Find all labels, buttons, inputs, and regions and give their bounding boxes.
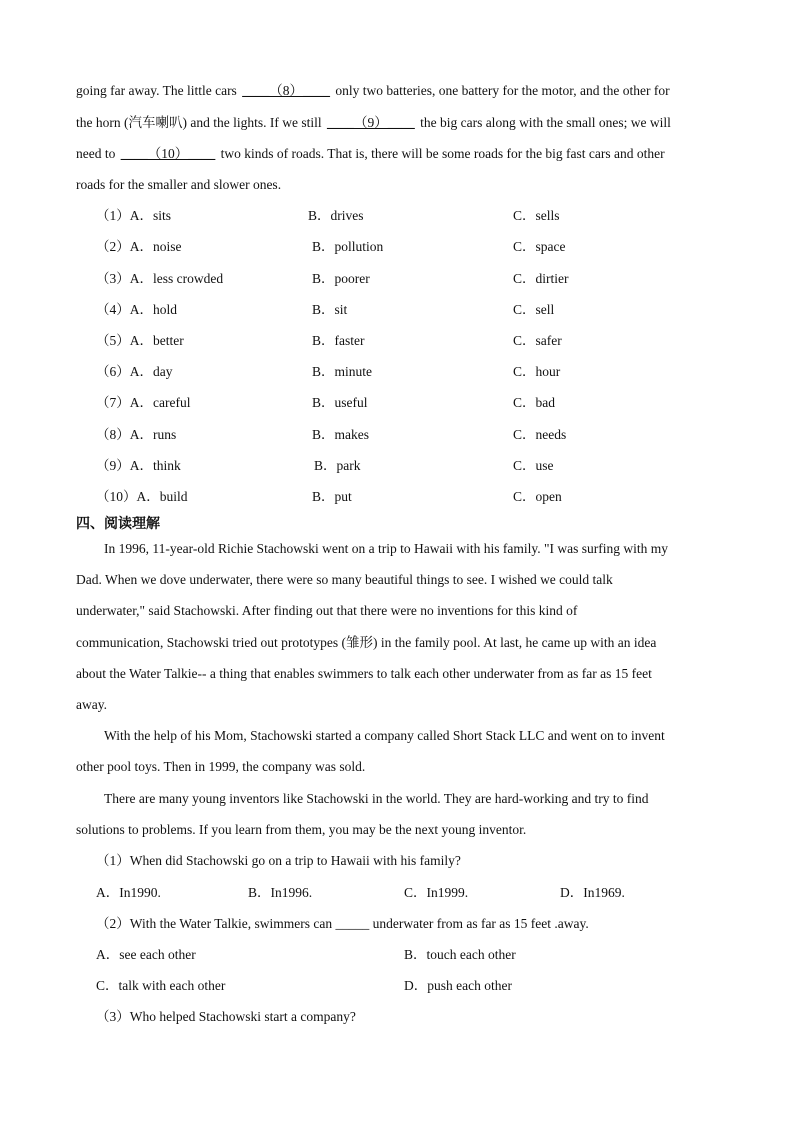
question-1-options xyxy=(0,884,794,902)
cloze-line-1 xyxy=(76,82,718,100)
cloze-text: need to xyxy=(76,146,119,161)
option-b[interactable]: B．put xyxy=(312,489,352,504)
option-a[interactable]: （5）A．better xyxy=(96,333,184,348)
cloze-text: the horn (汽车喇叭) and the lights. If we still xyxy=(76,115,325,130)
reading-line: Dad. When we dove underwater, there were so many beautiful things to see. I wished we could talk xyxy=(76,572,613,587)
question-3-stem: （3）Who helped Stachowski start a company? xyxy=(96,1009,356,1024)
q2-option-c[interactable]: C．talk with each other xyxy=(96,978,226,993)
option-row-10 xyxy=(0,488,794,506)
q2-option-d[interactable]: D．push each other xyxy=(404,978,512,993)
cloze-line-4 xyxy=(76,176,718,194)
option-b[interactable]: B．pollution xyxy=(312,239,384,254)
question-2-options-row-2 xyxy=(0,977,794,995)
option-row-5 xyxy=(0,332,794,350)
option-a[interactable]: （6）A．day xyxy=(96,364,173,379)
cloze-text: the big cars along with the small ones; we will xyxy=(416,115,671,130)
question-2-options-row-1 xyxy=(0,946,794,964)
option-c[interactable]: C．hour xyxy=(513,364,561,379)
option-b[interactable]: B．minute xyxy=(312,364,372,379)
option-row-3 xyxy=(0,270,794,288)
reading-line: other pool toys. Then in 1999, the company was sold. xyxy=(76,759,366,774)
reading-line: away. xyxy=(76,697,107,712)
option-b[interactable]: B．makes xyxy=(312,427,369,442)
q1-option-a[interactable]: A．In1990. xyxy=(96,885,161,900)
answer-blank-8[interactable]: ____（8）____ xyxy=(242,83,330,98)
option-row-9 xyxy=(0,457,794,475)
reading-line: There are many young inventors like Stachowski in the world. They are hard-working and try to find xyxy=(104,791,649,806)
question-1-stem: （1）When did Stachowski go on a trip to Hawaii with his family? xyxy=(96,853,461,868)
cloze-line-2 xyxy=(76,114,718,132)
option-a[interactable]: （2）A．noise xyxy=(96,239,182,254)
reading-line: solutions to problems. If you learn from them, you may be the next young inventor. xyxy=(76,822,527,837)
option-c[interactable]: C．use xyxy=(513,458,554,473)
cloze-line-3 xyxy=(76,145,718,163)
option-row-4 xyxy=(0,301,794,319)
cloze-text: going far away. The little cars xyxy=(76,83,241,98)
reading-line: communication, Stachowski tried out prototypes (雏形) in the family pool. At last, he came up with an idea xyxy=(76,635,657,650)
option-row-7 xyxy=(0,394,794,412)
option-a[interactable]: （8）A．runs xyxy=(96,427,177,442)
option-c[interactable]: C．space xyxy=(513,239,566,254)
section-heading: 四、阅读理解 xyxy=(76,516,160,532)
option-c[interactable]: C．sells xyxy=(513,208,560,223)
cloze-text: two kinds of roads. That is, there will be some roads for the big fast cars and other xyxy=(217,146,665,161)
reading-line: With the help of his Mom, Stachowski started a company called Short Stack LLC and went on to invent xyxy=(104,728,665,743)
option-row-6 xyxy=(0,363,794,381)
option-a[interactable]: （3）A．less crowded xyxy=(96,271,224,286)
option-c[interactable]: C．sell xyxy=(513,302,555,317)
option-a[interactable]: （10）A．build xyxy=(96,489,188,504)
answer-blank-10[interactable]: ____（10）____ xyxy=(120,146,216,161)
option-a[interactable]: （7）A．careful xyxy=(96,395,191,410)
option-row-2 xyxy=(0,238,794,256)
option-c[interactable]: C．dirtier xyxy=(513,271,569,286)
option-b[interactable]: B．useful xyxy=(312,395,368,410)
option-a[interactable]: （4）A．hold xyxy=(96,302,177,317)
option-a[interactable]: （1）A．sits xyxy=(96,208,172,223)
option-b[interactable]: B．drives xyxy=(308,208,364,223)
cloze-text: roads for the smaller and slower ones. xyxy=(76,177,282,192)
reading-line: about the Water Talkie-- a thing that enables swimmers to talk each other underwater from as far as 15 feet xyxy=(76,666,652,681)
option-a[interactable]: （9）A．think xyxy=(96,458,181,473)
reading-line: underwater," said Stachowski. After finding out that there were no inventions for this kind of xyxy=(76,603,578,618)
cloze-text: only two batteries, one battery for the motor, and the other for xyxy=(331,83,670,98)
q2-option-b[interactable]: B．touch each other xyxy=(404,947,516,962)
option-c[interactable]: C．bad xyxy=(513,395,555,410)
q1-option-b[interactable]: B．In1996. xyxy=(248,885,313,900)
option-b[interactable]: B．sit xyxy=(312,302,348,317)
reading-line: In 1996, 11-year-old Richie Stachowski went on a trip to Hawaii with his family. "I was surfing with my xyxy=(104,541,669,556)
option-b[interactable]: B．park xyxy=(314,458,361,473)
q1-option-d[interactable]: D．In1969. xyxy=(560,885,625,900)
option-row-8 xyxy=(0,426,794,444)
q1-option-c[interactable]: C．In1999. xyxy=(404,885,469,900)
q2-option-a[interactable]: A．see each other xyxy=(96,947,196,962)
option-b[interactable]: B．faster xyxy=(312,333,365,348)
option-c[interactable]: C．open xyxy=(513,489,562,504)
option-c[interactable]: C．safer xyxy=(513,333,562,348)
answer-blank-9[interactable]: ____（9）____ xyxy=(326,115,415,130)
option-c[interactable]: C．needs xyxy=(513,427,567,442)
option-row-1 xyxy=(0,207,794,225)
option-b[interactable]: B．poorer xyxy=(312,271,370,286)
question-2-stem: （2）With the Water Talkie, swimmers can _____ underwater from as far as 15 feet .away. xyxy=(96,916,589,931)
